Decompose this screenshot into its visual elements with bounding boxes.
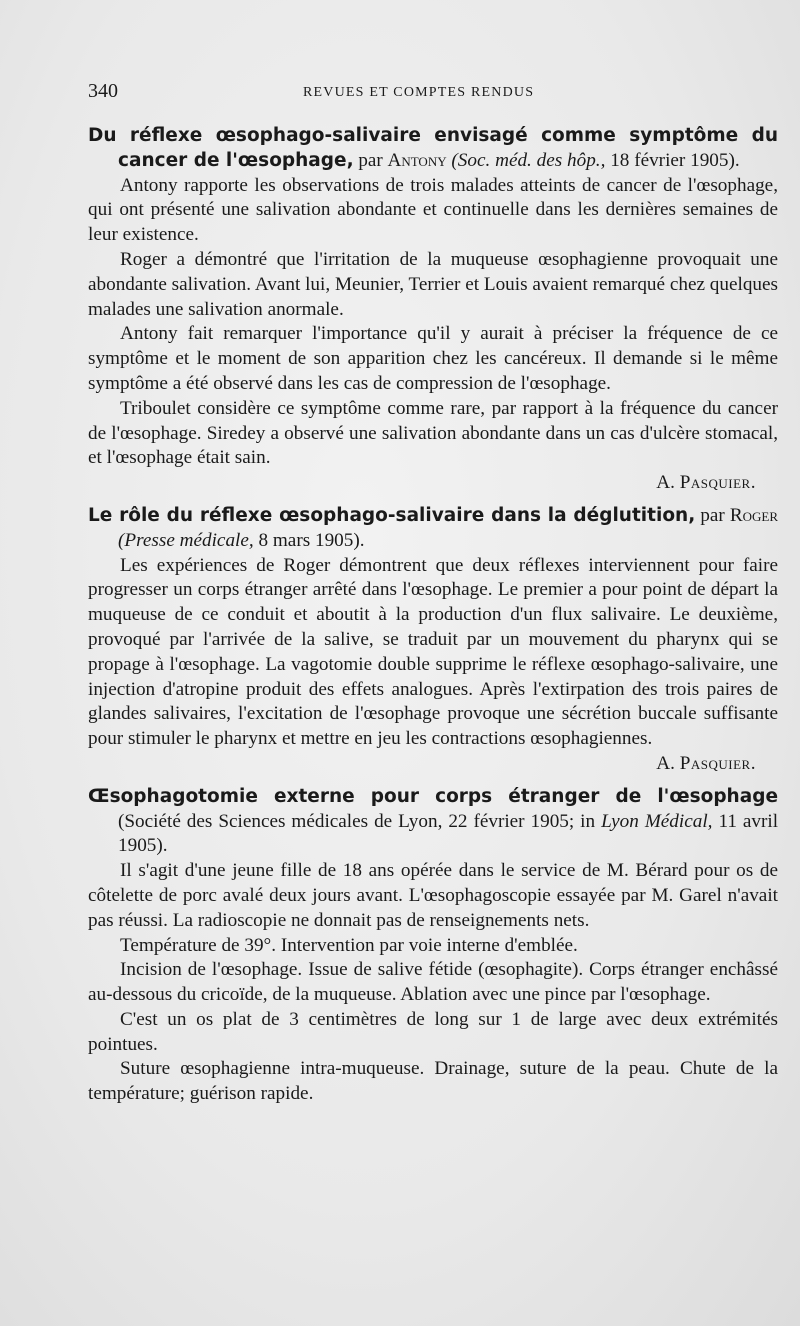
article-2-signature bbox=[88, 752, 778, 777]
page-content bbox=[88, 124, 778, 1107]
article-2-title: Le rôle du réflexe œsophago-salivaire dans la déglutition, bbox=[88, 504, 696, 526]
article-1 bbox=[88, 124, 778, 496]
article-1-source: (Soc. méd. des hôp., bbox=[451, 149, 606, 171]
article-3-paragraph: Incision de l'œsophage. Issue de salive fétide (œsophagite). Corps étranger enchâssé au-dessous du cricoïde, de la muqueuse. Ablation avec une pince par l'œsophage. bbox=[88, 959, 778, 1006]
article-1-paragraph: Roger a démontré que l'irritation de la muqueuse œsophagienne provoquait une abondante salivation. Avant lui, Meunier, Terrier et Louis avaient remarqué chez quelques malades une salivation anormale. bbox=[88, 248, 778, 320]
article-1-paragraph: Triboulet considère ce symptôme comme rare, par rapport à la fréquence du cancer de l'œsophage. Siredey a observé une salivation abondante dans un cas d'ulcère stomacal, et l'œsophage était sain. bbox=[88, 397, 778, 469]
article-3-source-italic: Lyon Médical, bbox=[601, 810, 713, 832]
article-2 bbox=[88, 504, 778, 777]
article-2-author: Roger bbox=[729, 504, 779, 526]
page-header bbox=[88, 80, 778, 108]
article-3-paragraph: C'est un os plat de 3 centimètres de long sur 1 de large avec deux extrémités pointues. bbox=[88, 1008, 778, 1055]
article-1-signature-initial: A. bbox=[656, 472, 675, 494]
page-number: 340 bbox=[88, 80, 118, 102]
article-2-paragraph: Les expériences de Roger démontrent que deux réflexes interviennent pour faire progresser un corps étranger arrêté dans l'œsophage. Le premier a pour point de départ la muqueuse de ce conduit et aboutit à la production d'un flux salivaire. Le deuxième, provoqué par l'arrivée de la salive, se traduit par un mouvement du pharynx qui se propage à l'œsophage. La vagotomie double supprime le réflexe œsophago-salivaire, une injection d'atropine produit des effets analogues. Après l'extirpation des trois paires de glandes salivaires, l'excitation de l'œsophage provoque une sécrétion buccale suffisante pour stimuler le pharynx et mettre en jeu les contractions œsophagiennes. bbox=[88, 554, 778, 750]
article-2-byline-prefix: par bbox=[700, 504, 725, 526]
article-3-title: Œsophagotomie externe pour corps étranger de l'œsophage bbox=[88, 785, 778, 807]
article-1-title: Du réflexe œsophago-salivaire envisagé comme symptôme du cancer de l'œsophage, bbox=[88, 125, 778, 171]
article-2-signature-name: Pasquier. bbox=[679, 752, 756, 774]
article-2-signature-initial: A. bbox=[656, 752, 675, 774]
running-head: REVUES ET COMPTES RENDUS bbox=[303, 85, 535, 100]
article-1-paragraph: Antony fait remarquer l'importance qu'il y aurait à préciser la fréquence de ce symptôme et le moment de son apparition chez les cancéreux. Il demande si le même symptôme a été observé dans les cas de compression de l'œsophage. bbox=[88, 323, 778, 394]
article-3-headline bbox=[88, 785, 778, 859]
article-3-source-plain: (Société des Sciences médicales de Lyon, 22 février 1905; in bbox=[118, 810, 596, 832]
article-3 bbox=[88, 785, 778, 1107]
article-2-headline bbox=[88, 504, 778, 554]
article-3-paragraph: Suture œsophagienne intra-muqueuse. Drainage, suture de la peau. Chute de la température; guérison rapide. bbox=[88, 1058, 778, 1105]
article-1-headline bbox=[88, 124, 778, 174]
article-2-source: (Presse médicale, bbox=[118, 529, 254, 551]
article-3-paragraph: Température de 39°. Intervention par voie interne d'emblée. bbox=[120, 934, 578, 956]
article-1-author: Antony bbox=[387, 149, 447, 171]
article-2-date: 8 mars 1905). bbox=[258, 529, 365, 551]
article-1-signature bbox=[88, 471, 778, 496]
article-3-paragraph: Il s'agit d'une jeune fille de 18 ans opérée dans le service de M. Bérard pour os de côtelette de porc avalé deux jours avant. L'œsophagoscopie essayée par M. Garel n'avait pas réussi. La radioscopie ne donnait pas de renseignements nets. bbox=[88, 860, 778, 931]
article-1-date: 18 février 1905). bbox=[610, 149, 740, 171]
article-1-signature-name: Pasquier. bbox=[679, 472, 756, 494]
article-1-byline-prefix: par bbox=[358, 149, 383, 171]
article-3-date: 11 avril 1905). bbox=[118, 810, 779, 857]
article-1-paragraph: Antony rapporte les observations de trois malades atteints de cancer de l'œsophage, qui ont présenté une salivation abondante et continuelle dans les dernières semaines de leur existence. bbox=[88, 174, 778, 246]
